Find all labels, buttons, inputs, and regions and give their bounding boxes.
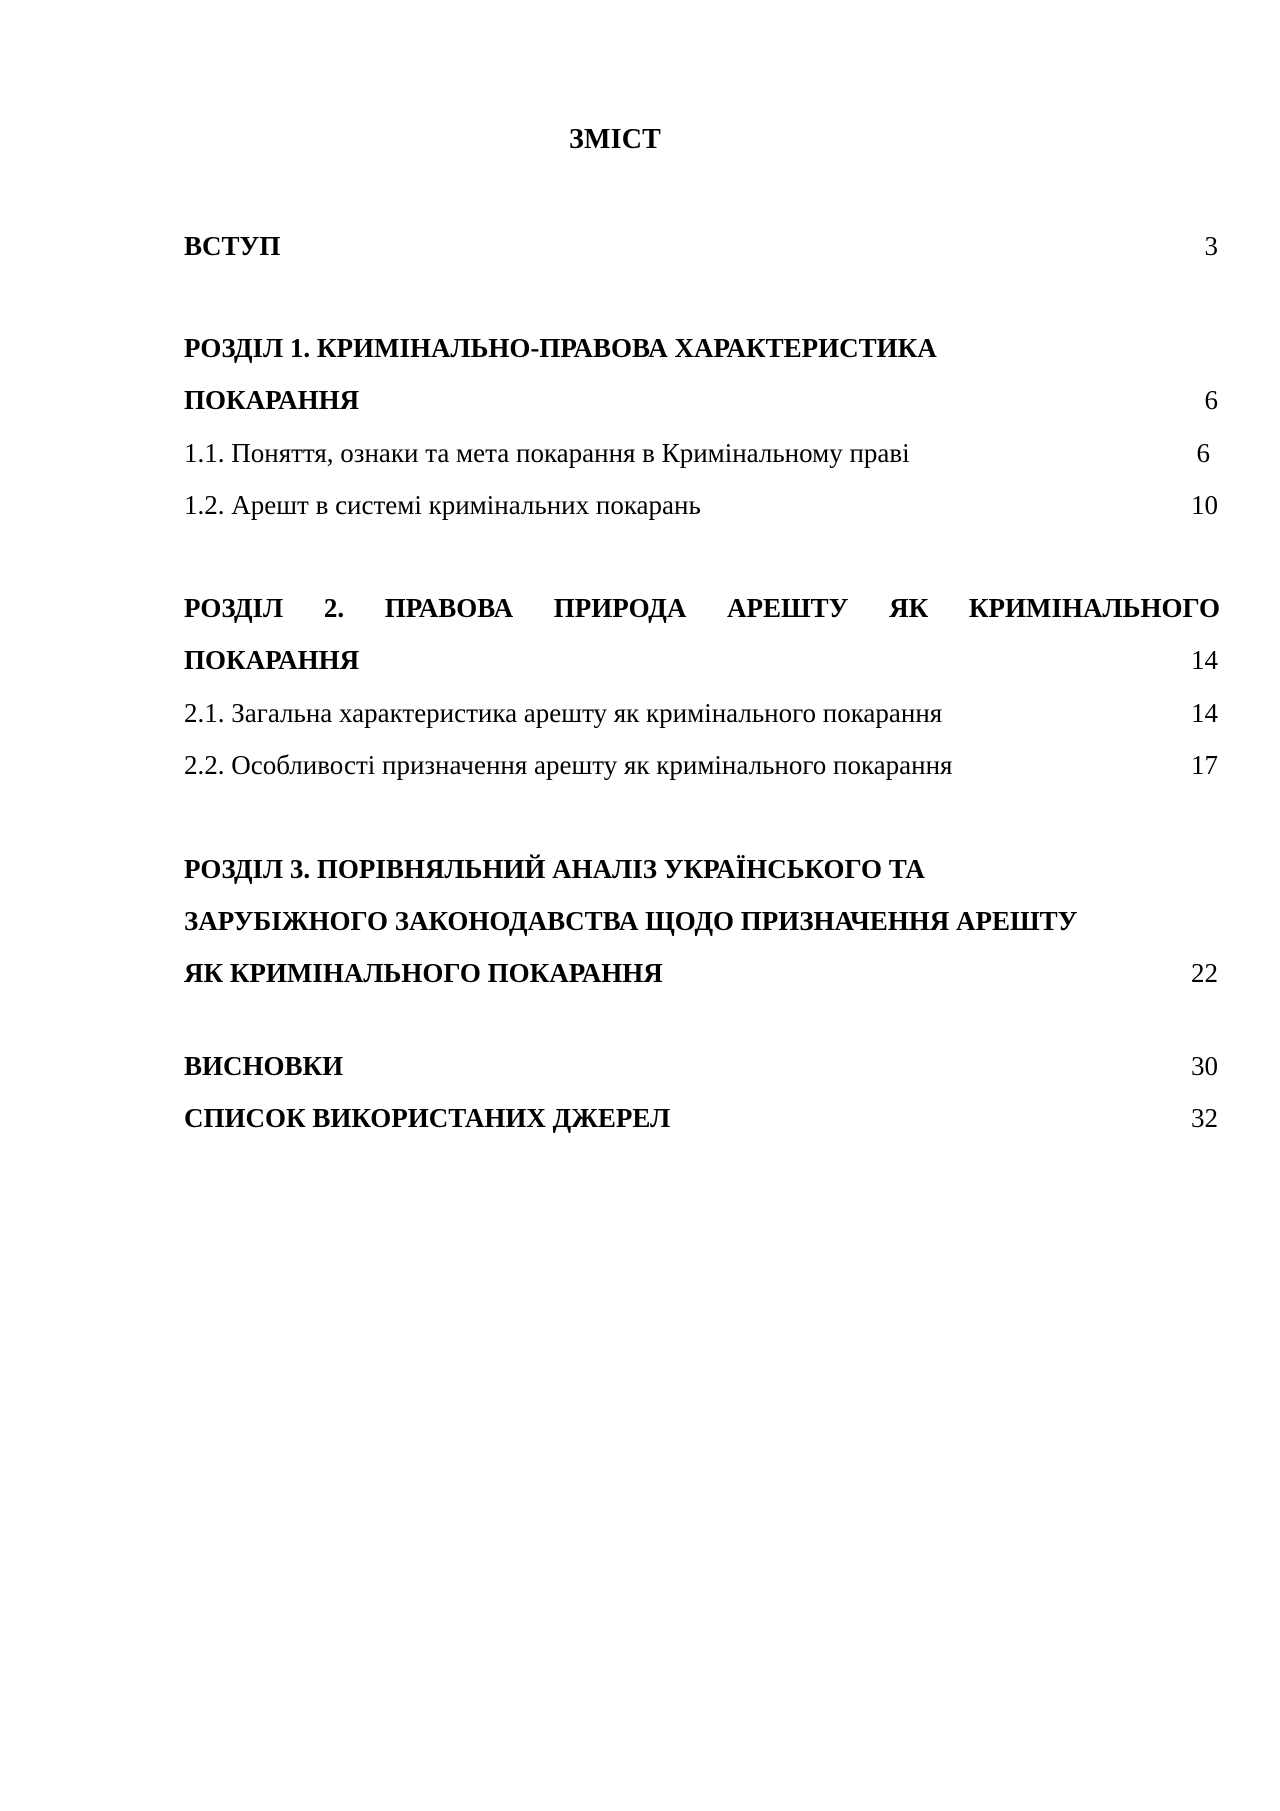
toc-section2-word: ПРАВОВА [384, 593, 514, 623]
toc-page-conclusions: 30 [1191, 1051, 1218, 1081]
toc-subsection-1-1: 1.1. Поняття, ознаки та мета покарання в Кримінальному праві [184, 438, 910, 468]
toc-page-subsection-2-2: 17 [1191, 750, 1218, 780]
toc-section2-word: АРЕШТУ [727, 593, 849, 623]
toc-subsection-2-1: 2.1. Загальна характеристика арешту як кримінального покарання [184, 698, 943, 728]
toc-subsection-2-2: 2.2. Особливості призначення арешту як кримінального покарання [184, 750, 953, 780]
toc-section2-line1 [184, 591, 1220, 625]
toc-page-subsection-2-1: 14 [1191, 698, 1218, 728]
toc-section2-word: ПРИРОДА [553, 593, 687, 623]
toc-entry-conclusions: ВИСНОВКИ [184, 1051, 344, 1081]
toc-page-subsection-1-1: 6 [1196, 438, 1210, 468]
toc-section2-word: КРИМІНАЛЬНОГО [968, 593, 1220, 623]
toc-section3-line1: РОЗДІЛ 3. ПОРІВНЯЛЬНИЙ АНАЛІЗ УКРАЇНСЬКОГО ТА [184, 854, 925, 884]
toc-page-references: 32 [1191, 1103, 1218, 1133]
toc-page-intro: 3 [1204, 231, 1218, 261]
toc-section2-word: 2. [323, 593, 345, 623]
toc-page-section3: 22 [1191, 958, 1218, 988]
toc-section2-word: ЯК [889, 593, 929, 623]
toc-section1-line1: РОЗДІЛ 1. КРИМІНАЛЬНО-ПРАВОВА ХАРАКТЕРИСТИКА [184, 333, 937, 363]
toc-section3-line2: ЗАРУБІЖНОГО ЗАКОНОДАВСТВА ЩОДО ПРИЗНАЧЕННЯ АРЕШТУ [184, 906, 1078, 936]
toc-section1-line2: ПОКАРАННЯ [184, 385, 360, 415]
toc-title: ЗМІСТ [569, 124, 661, 155]
toc-entry-references: СПИСОК ВИКОРИСТАНИХ ДЖЕРЕЛ [184, 1103, 671, 1133]
toc-section3-line3: ЯК КРИМІНАЛЬНОГО ПОКАРАННЯ [184, 958, 663, 988]
toc-subsection-1-2: 1.2. Арешт в системі кримінальних покарань [184, 490, 701, 520]
toc-page-section2: 14 [1191, 645, 1218, 675]
toc-entry-intro: ВСТУП [184, 231, 281, 261]
toc-page-subsection-1-2: 10 [1191, 490, 1218, 520]
toc-page-section1: 6 [1204, 385, 1218, 415]
toc-section2-word: РОЗДІЛ [184, 593, 284, 623]
toc-section2-line2: ПОКАРАННЯ [184, 645, 360, 675]
